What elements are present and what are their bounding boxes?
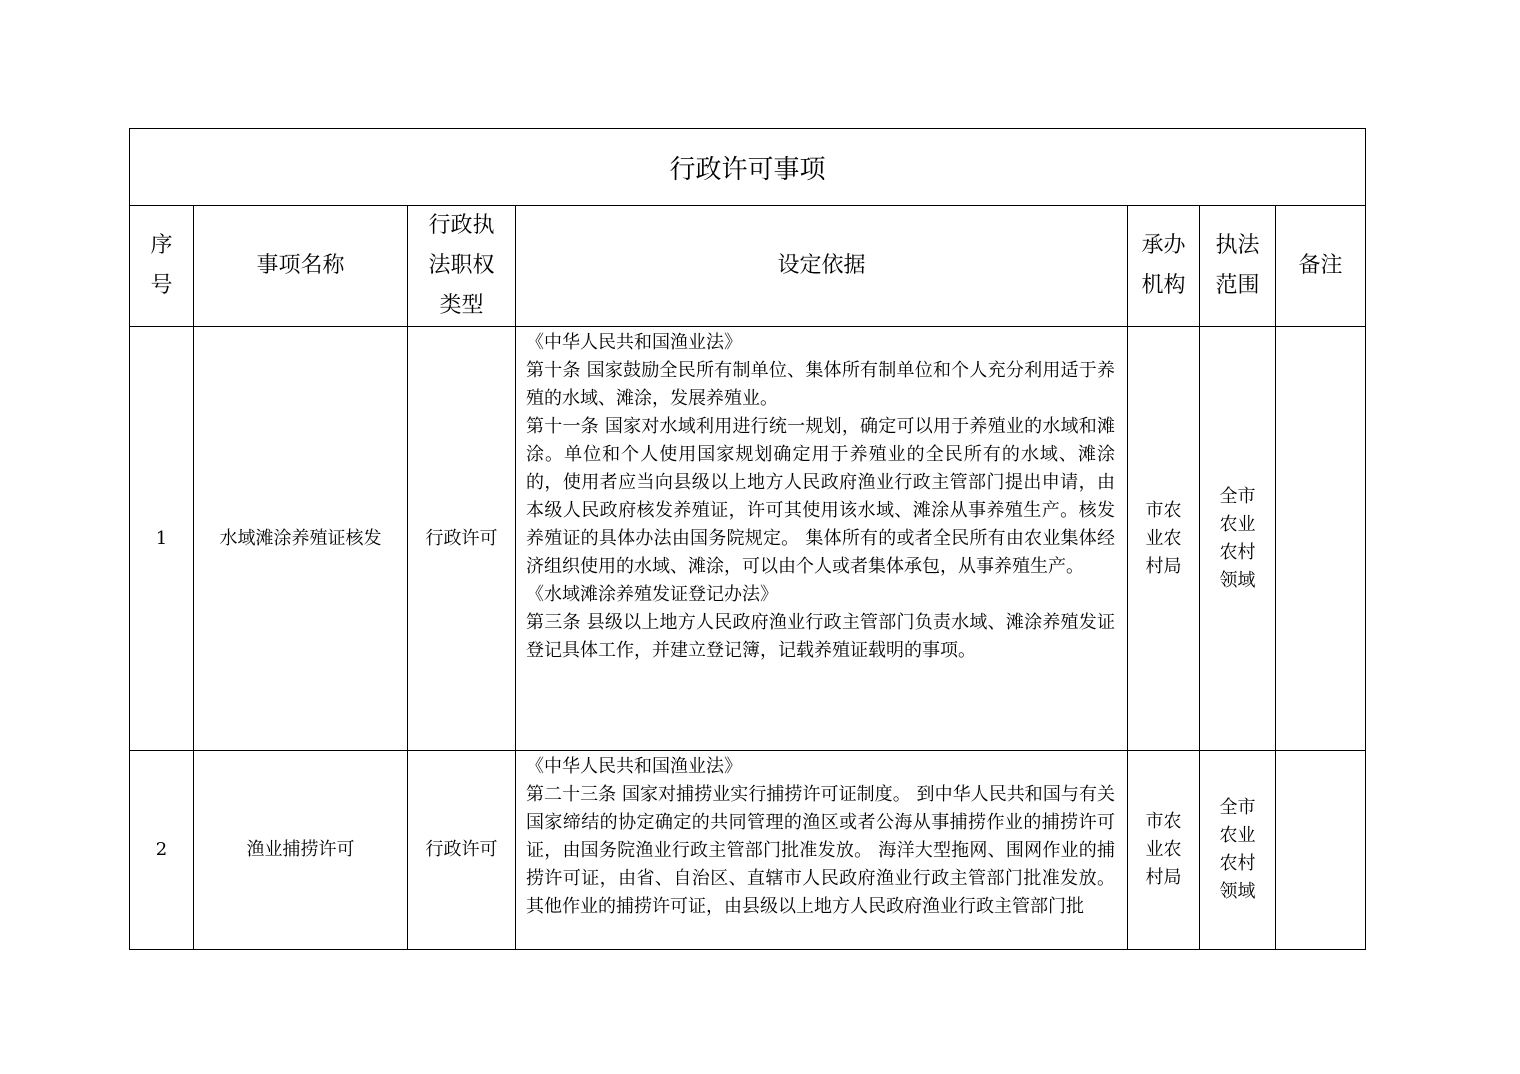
basis-article: 第三条 县级以上地方人民政府渔业行政主管部门负责水域、滩涂养殖发证登记具体工作，并建立登记簿，记载养殖证载明的事项。 bbox=[526, 612, 1115, 661]
header-name-label: 事项名称 bbox=[256, 253, 345, 278]
row-scope-text: 全市农业农村领域 bbox=[1219, 797, 1256, 902]
row-basis bbox=[516, 327, 1128, 751]
header-scope-label: 执法范围 bbox=[1215, 233, 1260, 298]
header-agency-label: 承办机构 bbox=[1141, 233, 1186, 298]
row-scope bbox=[1200, 327, 1276, 751]
header-basis-label: 设定依据 bbox=[777, 253, 866, 278]
basis-article: 第二十三条 国家对捕捞业实行捕捞许可证制度。 到中华人民共和国与有关国家缔结的协定确定的共同管理的渔区或者公海从事捕捞作业的捕捞许可证，由国务院渔业行政主管部门批准发放。 海洋大型拖网、围网作业的捕捞许可证，由省、自治区、直辖市人民政府渔业行政主管部门批准发放。 其他作业的捕捞许可证，由县级以上地方人民政府渔业行政主管部门批 bbox=[526, 784, 1115, 917]
row-agency bbox=[1128, 751, 1200, 950]
row-remark bbox=[1276, 327, 1366, 751]
header-index bbox=[130, 206, 194, 327]
row-type: 行政许可 bbox=[408, 327, 516, 751]
row-scope bbox=[1200, 751, 1276, 950]
header-index-label: 序号 bbox=[150, 233, 173, 298]
row-index: 1 bbox=[130, 327, 194, 751]
row-name-text: 水域滩涂养殖证核发 bbox=[219, 527, 382, 549]
row-index: 2 bbox=[130, 751, 194, 950]
row-agency-text: 市农业农村局 bbox=[1145, 811, 1182, 888]
header-scope bbox=[1200, 206, 1276, 327]
basis-law-title: 《中华人民共和国渔业法》 bbox=[526, 332, 742, 353]
header-agency bbox=[1128, 206, 1200, 327]
row-name bbox=[194, 327, 408, 751]
header-type bbox=[408, 206, 516, 327]
table-title: 行政许可事项 bbox=[130, 129, 1366, 206]
row-remark bbox=[1276, 751, 1366, 950]
row-agency bbox=[1128, 327, 1200, 751]
permit-table bbox=[129, 128, 1366, 950]
header-basis bbox=[516, 206, 1128, 327]
header-type-label: 行政执法职权类型 bbox=[428, 213, 495, 318]
row-name: 渔业捕捞许可 bbox=[194, 751, 408, 950]
row-basis bbox=[516, 751, 1128, 950]
row-scope-text: 全市农业农村领域 bbox=[1219, 485, 1256, 591]
header-name bbox=[194, 206, 408, 327]
header-remark bbox=[1276, 206, 1366, 327]
table-row bbox=[130, 327, 1366, 751]
row-type: 行政许可 bbox=[408, 751, 516, 950]
basis-law-title: 《中华人民共和国渔业法》 bbox=[526, 756, 742, 777]
row-agency-text: 市农业农村局 bbox=[1145, 499, 1182, 577]
basis-article: 第十条 国家鼓励全民所有制单位、集体所有制单位和个人充分利用适于养殖的水域、滩涂，发展养殖业。 bbox=[526, 360, 1115, 409]
basis-article: 第十一条 国家对水域利用进行统一规划，确定可以用于养殖业的水域和滩涂。单位和个人使用国家规划确定用于养殖业的全民所有的水域、滩涂的，使用者应当向县级以上地方人民政府渔业行政主管部门提出申请，由本级人民政府核发养殖证，许可其使用该水域、滩涂从事养殖生产。核发养殖证的具体办法由国务院规定。 集体所有的或者全民所有由农业集体经济组织使用的水域、滩涂，可以由个人或者集体承包，从事养殖生产。 bbox=[526, 416, 1115, 577]
basis-law-title: 《水域滩涂养殖发证登记办法》 bbox=[526, 584, 778, 605]
header-remark-label: 备注 bbox=[1298, 253, 1343, 278]
basis-clip bbox=[526, 753, 1115, 947]
table-row bbox=[130, 751, 1366, 950]
